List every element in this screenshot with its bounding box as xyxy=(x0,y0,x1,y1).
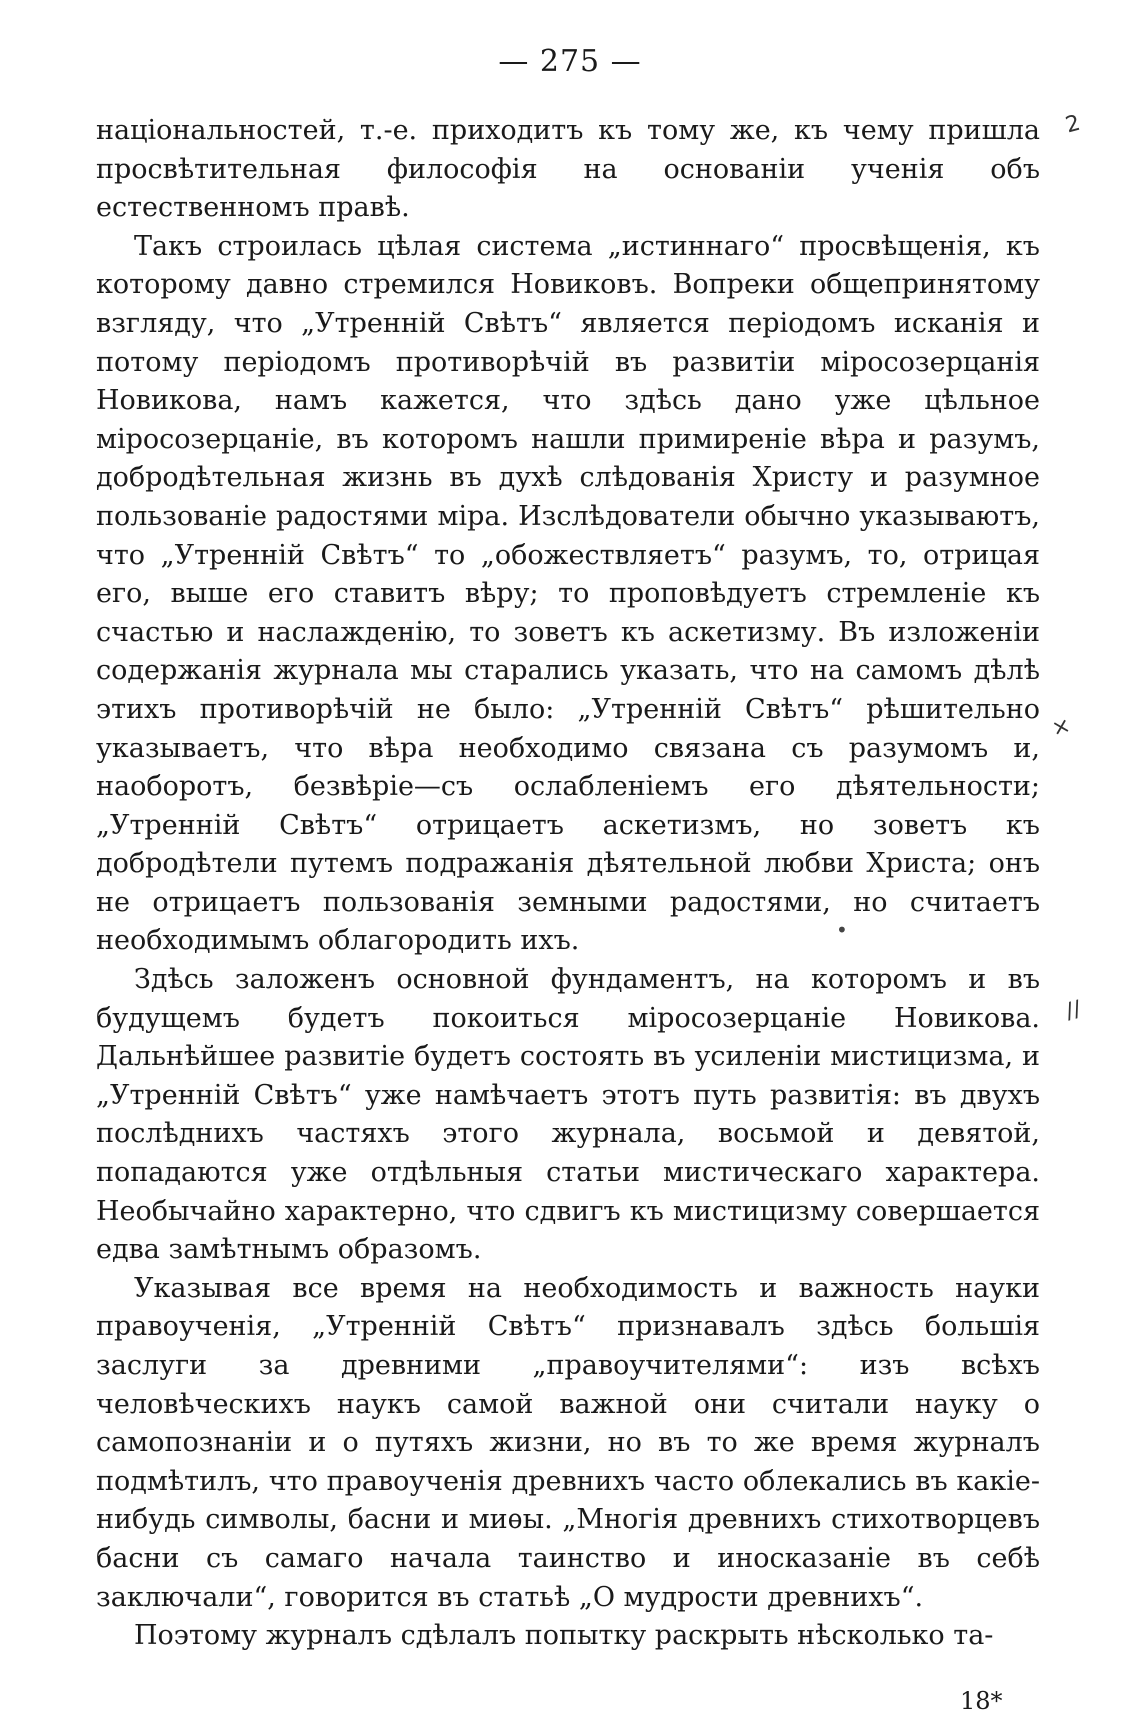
paragraph-4: Указывая все время на необходимость и важность науки правоученія, „Утренній Свѣтъ“ признавалъ здѣсь большія заслуги за древними „правоучителями“: изъ всѣхъ человѣческихъ наукъ самой важной они считали науку о самопознаніи и о путяхъ жизни, но въ то же время журналъ подмѣтилъ, что правоученія древнихъ часто облекались въ какіе-нибудь символы, басни и миѳы. „Многія древнихъ стихотворцевъ басни съ самаго начала таинство и иносказаніе въ себѣ заключали“, говорится въ статьѣ „О мудрости древнихъ“. xyxy=(96,1272,1040,1613)
margin-note-handwritten-2: 2 xyxy=(1063,110,1083,139)
paragraph-5: Поэтому журналъ сдѣлалъ попытку раскрыть нѣсколько та- xyxy=(134,1620,994,1652)
margin-note-handwritten-slashes: // xyxy=(1063,996,1084,1025)
paragraph-3: Здѣсь заложенъ основной фундаментъ, на которомъ и въ будущемъ будетъ покоиться міросозерцаніе Новикова. Дальнѣйшее развитіе будетъ состоять въ усиленіи мистицизма, и „Утренній Свѣтъ“ уже намѣчаетъ этотъ путь развитія: въ двухъ послѣднихъ частяхъ этого журнала, восьмой и девятой, попадаются уже отдѣльныя статьи мистическаго характера. Необычайно характерно, что сдвигъ къ мистицизму совершается едва замѣтнымъ образомъ. xyxy=(96,964,1040,1266)
margin-note-handwritten-cross: × xyxy=(1049,713,1074,742)
page-body xyxy=(96,112,1040,1656)
paragraph-2: Такъ строилась цѣлая система „истиннаго“ просвѣщенія, къ которому давно стремился Новиковъ. Вопреки общепринятому взгляду, что „Утренній Свѣтъ“ является періодомъ исканія и потому періодомъ противорѣчій въ развитіи міросозерцанія Новикова, намъ кажется, что здѣсь дано уже цѣльное міросозерцаніе, въ которомъ нашли примиреніе вѣра и разумъ, добродѣтельная жизнь въ духѣ слѣдованія Христу и разумное пользованіе радостями міра. Изслѣдователи обычно указываютъ, что „Утренній Свѣтъ“ то „обожествляетъ“ разумъ, то, отрицая его, выше его ставитъ вѣру; то проповѣдуетъ стремленіе къ счастью и наслажденію, то зоветъ къ аскетизму. Въ изложеніи содержанія журнала мы старались указать, что на самомъ дѣлѣ этихъ противорѣчій не было: „Утренній Свѣтъ“ рѣшительно указываетъ, что вѣра необходимо связана съ разумомъ и, наоборотъ, безвѣріе—съ ослабленіемъ его дѣятельности; „Утренній Свѣтъ“ отрицаетъ аскетизмъ, но зоветъ къ добродѣтели путемъ подражанія дѣятельной любви Христа; онъ не отрицаетъ пользованія земными радостями, но считаетъ необходимымъ облагородить ихъ. xyxy=(96,230,1040,957)
paragraph-1: національностей, т.-е. приходитъ къ тому же, къ чему пришла просвѣтительная философія на основаніи ученія объ естественномъ правѣ. xyxy=(96,115,1040,224)
pencil-dot-mark: • xyxy=(836,918,848,942)
page-number: — 275 — xyxy=(498,44,642,79)
printer-signature-mark: 18* xyxy=(960,1687,1003,1715)
